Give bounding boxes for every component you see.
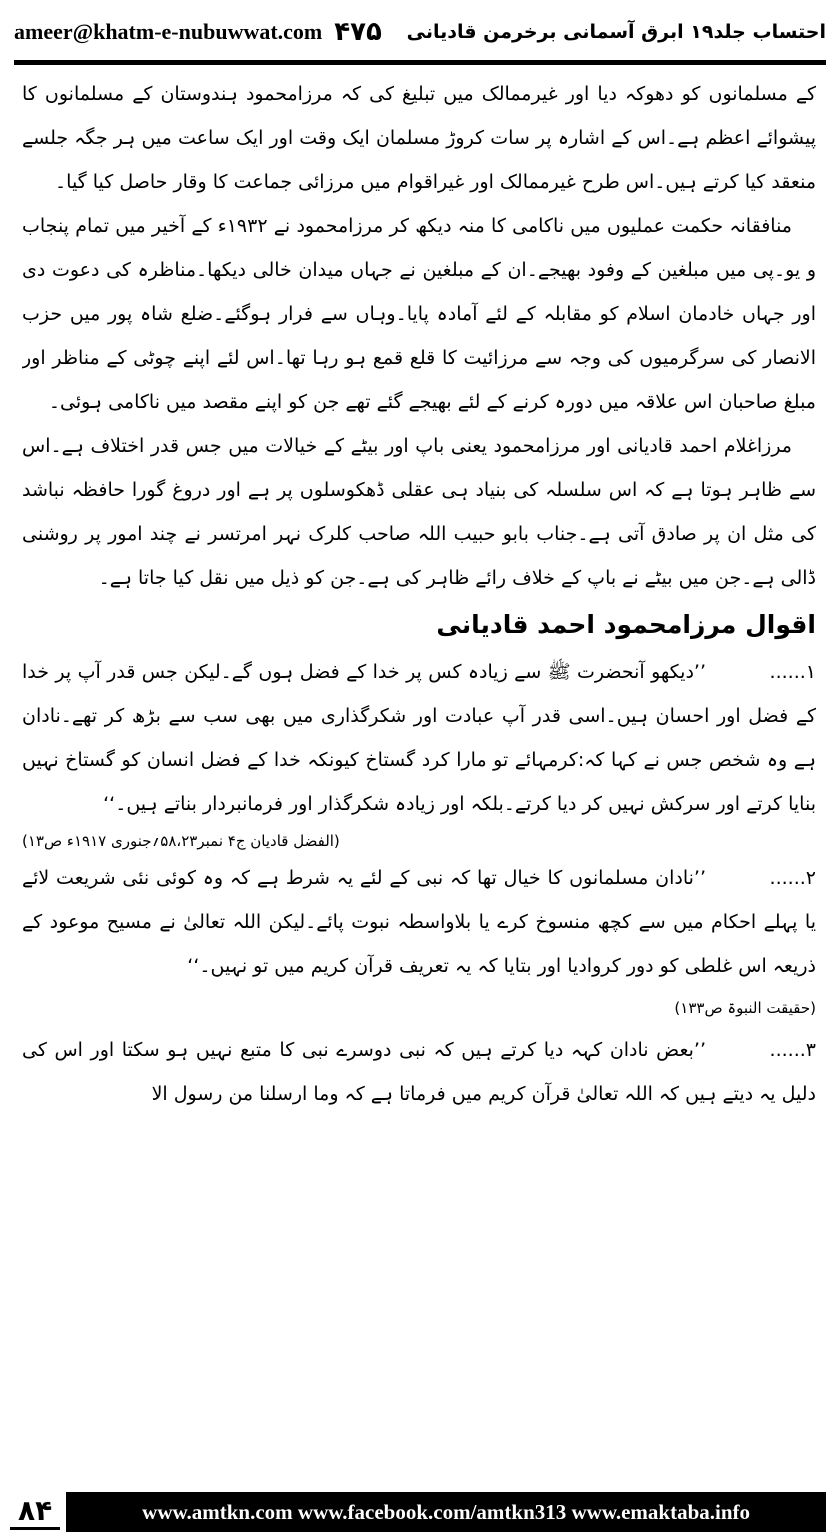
- header-left: [14, 17, 382, 47]
- quote-1-text: ’’دیکھو آنحضرت ﷺ سے زیادہ کس پر خدا کے فضل ہوں گے۔لیکن جس قدر آپ پر خدا کے فضل اور احسان ہیں۔اسی قدر آپ عبادت اور شکرگذاری میں بھی سب سے بڑھ کر تھے۔نادان ہے وہ شخص جس نے کہا کہ:کرمہائے تو مارا کرد گستاخ کیونکہ خدا کے فضل انسان کو گستاخ نہیں بنایا کرتے اور سرکش نہیں کر دیا کرتے۔بلکہ اور زیادہ شکرگذار اور فرمانبردار بناتے ہیں۔‘‘: [22, 661, 816, 815]
- paragraph-2: منافقانہ حکمت عملیوں میں ناکامی کا منہ دیکھ کر مرزامحمود نے ۱۹۳۲ء کے آخیر میں تمام پنجاب و یو۔پی میں مبلغین کے وفود بھیجے۔ان کے مبلغین نے جہاں میدان خالی دیکھا۔مناظرہ کی دعوت دی اور جہاں خادمان اسلام کو مقابلہ کے لئے آمادہ پایا۔وہاں سے فرار ہوگئے۔ضلع شاہ پور میں حزب الانصار کی سرگرمیوں کی وجہ سے مرزائیت کا قلع قمع ہو رہا تھا۔اس لئے اپنے چوٹی کے مناظر اور مبلغ صاحبان اس علاقہ میں دورہ کرنے کے لئے بھیجے گئے تھے جن کو اپنے مقصد میں ناکامی ہوئی۔: [22, 215, 816, 413]
- header-rule: [14, 60, 826, 65]
- paragraph-3: مرزاغلام احمد قادیانی اور مرزامحمود یعنی باپ اور بیٹے کے خیالات میں جس قدر اختلاف ہے۔اس سے ظاہر ہوتا ہے کہ اس سلسلہ کی بنیاد ہی عقلی ڈھکوسلوں پر ہے اور دروغ گورا حافظہ نباشد کی مثل ان پر صادق آتی ہے۔جناب بابو حبیب اللہ صاحب کلرک نہر امرتسر نے چند امور پر روشنی ڈالی ہے۔جن میں بیٹے نے باپ کے خلاف رائے ظاہر کی ہے۔جن کو ذیل میں نقل کیا جاتا ہے۔: [22, 435, 816, 589]
- header-page-number: ۴۷۵: [334, 17, 382, 47]
- header-email[interactable]: ameer@khatm-e-nubuwwat.com: [14, 19, 323, 44]
- quote-2: [22, 856, 816, 988]
- footer-page-number: ۸۴: [10, 1494, 60, 1530]
- paragraph-1: کے مسلمانوں کو دھوکہ دیا اور غیرممالک میں تبلیغ کی کہ مرزامحمود ہندوستان کے مسلمانوں کا پیشوائے اعظم ہے۔اس کے اشارہ پر سات کروڑ مسلمان ایک وقت اور ایک ساعت میں ہر جگہ جلسے منعقد کیا کرتے ہیں۔اس طرح غیرممالک اور غیراقوام میں مرزائی جماعت کا وقار حاصل کیا گیا۔: [22, 83, 816, 193]
- header-title: احتساب جلد۱۹ ابرق آسمانی برخرمن قادیانی: [406, 21, 826, 43]
- page-header: [14, 8, 826, 56]
- quote-1: [22, 650, 816, 826]
- quote-3-number: ۳......: [769, 1039, 816, 1061]
- page-footer: [10, 1488, 826, 1536]
- page-body: [22, 72, 816, 1462]
- quote-1-reference: (الفضل قادیان ج۴ نمبر۵۸،۲۳؍جنوری ۱۹۱۷ء ص۱۳): [22, 832, 340, 850]
- quote-2-text: ’’نادان مسلمانوں کا خیال تھا کہ نبی کے لئے یہ شرط ہے کہ وہ کوئی نئی شریعت لائے یا پہلے احکام میں سے کچھ منسوخ کرے یا بلاواسطہ نبوت پائے۔لیکن اللہ تعالیٰ نے مسیح موعود کے ذریعہ اس غلطی کو دور کروادیا اور بتایا کہ یہ تعریف قرآن کریم میں تو نہیں۔‘‘: [22, 867, 816, 977]
- quote-3: [22, 1028, 816, 1116]
- quote-2-number: ۲......: [769, 867, 816, 889]
- quote-3-text: ’’بعض نادان کہہ دیا کرتے ہیں کہ نبی دوسرے نبی کا متبع نہیں ہو سکتا اور اس کی دلیل یہ دیتے ہیں کہ اللہ تعالیٰ قرآن کریم میں فرماتا ہے کہ وما ارسلنا من رسول الا: [22, 1039, 816, 1105]
- quote-1-number: ۱......: [769, 661, 816, 683]
- quote-2-reference: (حقیقت النبوۃ ص۱۳۳): [674, 999, 816, 1017]
- section-heading: اقوال مرزامحمود احمد قادیانی: [436, 610, 816, 639]
- footer-links[interactable]: www.amtkn.com www.facebook.com/amtkn313 www.emaktaba.info: [66, 1492, 826, 1532]
